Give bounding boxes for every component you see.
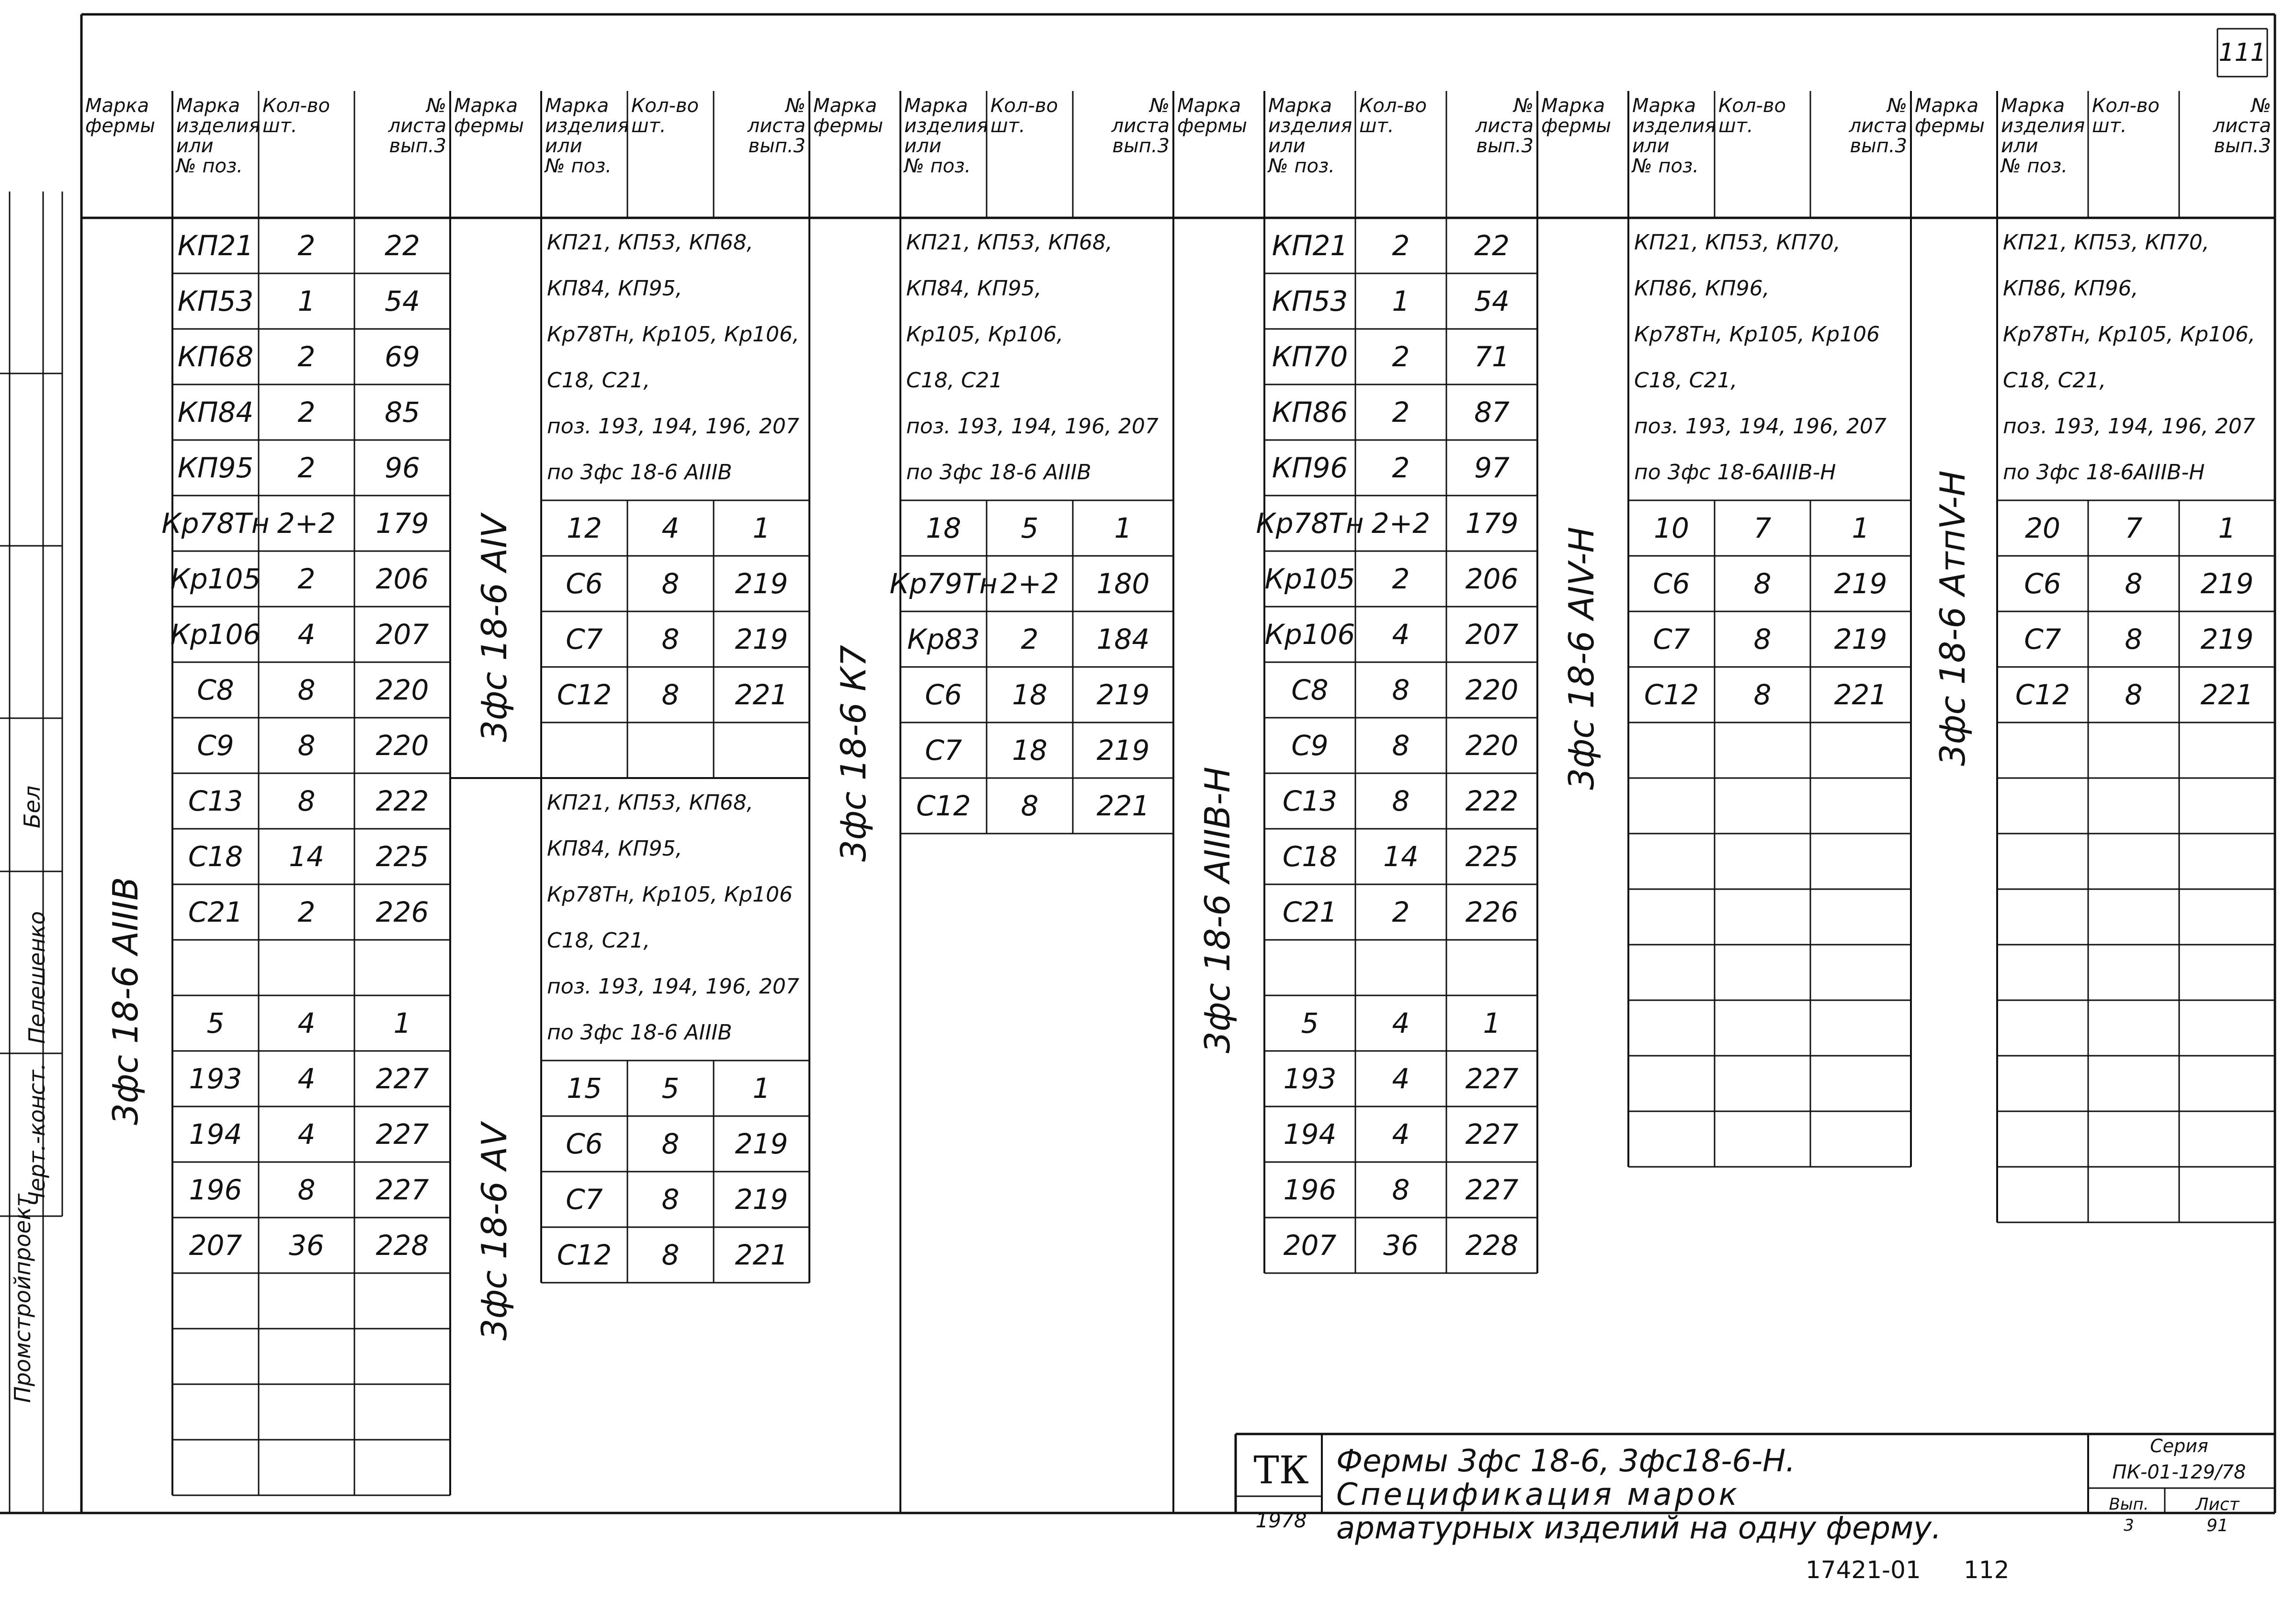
sheet-no-cell: 207: [1465, 618, 1519, 651]
qty-cell: 8: [1753, 623, 1772, 655]
column-header: Марка изделия или № поз.: [2001, 95, 2085, 177]
sheet-no-cell: 221: [1096, 790, 1150, 822]
qty-cell: 2: [1392, 229, 1410, 262]
sheet-no-cell: 219: [2200, 567, 2254, 600]
sheet-no-cell: [1446, 940, 1537, 995]
item-mark-cell: КП96: [1272, 452, 1348, 484]
truss-mark-label: 3фс 18-6 АV: [474, 1123, 514, 1341]
truss-mark-label: 3фс 18-6 АIV-Н: [1561, 527, 1602, 790]
qty-cell: 7: [1753, 512, 1772, 544]
item-mark-cell: [172, 1440, 259, 1495]
item-mark-cell: 194: [1283, 1118, 1337, 1151]
item-mark-cell: С21: [1282, 896, 1338, 928]
spec-block: КП21, КП53, КП68, КП84, КП95, Кр78Тн, Кр105, Кр106 С18, С21, поз. 193, 194, 196, 207 по 3фс 18-6 АIIIВ: [547, 790, 799, 1045]
qty-cell: 8: [297, 1174, 316, 1206]
qty-cell: [259, 1440, 354, 1495]
column-header: Кол-во шт.: [1718, 95, 1786, 137]
qty-cell: 8: [661, 623, 680, 655]
qty-cell: 8: [2125, 623, 2143, 655]
item-mark-cell: С6: [566, 567, 603, 600]
side-signature: Бел: [19, 785, 45, 828]
sheet-no-cell: 179: [1465, 507, 1519, 540]
item-mark-cell: 10: [1654, 512, 1689, 544]
sheet-no-cell: 1: [1114, 512, 1132, 544]
sheet-no-cell: 1: [752, 1072, 771, 1105]
spec-block: КП21, КП53, КП70, КП86, КП96, Кр78Тн, Кр105, Кр106 С18, С21, поз. 193, 194, 196, 207 по 3фс 18-6АIIIВ-Н: [1634, 230, 1887, 485]
item-mark-cell: [172, 1273, 259, 1329]
issue-value: 3: [2124, 1516, 2134, 1535]
qty-cell: 4: [1392, 618, 1410, 651]
item-mark-cell: С12: [557, 1239, 612, 1271]
qty-cell: 8: [1392, 1174, 1410, 1206]
sheet-no-cell: 207: [375, 618, 429, 651]
sheet-no-cell: 219: [735, 567, 788, 600]
item-mark-cell: 207: [189, 1229, 242, 1262]
item-mark-cell: С6: [925, 678, 962, 711]
qty-cell: 8: [1392, 674, 1410, 706]
column-header: Марка фермы: [1541, 95, 1611, 137]
item-mark-cell: С12: [2015, 678, 2070, 711]
qty-cell: 8: [661, 678, 680, 711]
qty-cell: 8: [297, 785, 316, 817]
item-mark-cell: С9: [197, 729, 234, 762]
qty-cell: [259, 940, 354, 995]
qty-cell: [259, 1384, 354, 1440]
qty-cell: 8: [1392, 785, 1410, 817]
sheet-no-cell: 227: [1465, 1118, 1519, 1151]
column-header: Марка фермы: [454, 95, 524, 137]
item-mark-cell: КП53: [177, 285, 254, 317]
sheet-no-cell: 228: [1465, 1229, 1519, 1262]
sheet-no-cell: 71: [1474, 340, 1510, 373]
qty-cell: 8: [1021, 790, 1039, 822]
sheet-no-cell: 219: [1834, 567, 1887, 600]
qty-cell: 2: [297, 452, 316, 484]
qty-cell: 4: [1392, 1118, 1410, 1151]
item-mark-cell: С7: [1653, 623, 1690, 655]
sheet-no-cell: 220: [1465, 674, 1519, 706]
column-header: Марка изделия или № поз.: [904, 95, 989, 177]
sheet-no-cell: 54: [1474, 285, 1510, 317]
qty-cell: 18: [1012, 678, 1047, 711]
column-header: № листа вып.3: [2213, 95, 2271, 157]
column-header: № листа вып.3: [388, 95, 446, 157]
column-header: Марка фермы: [813, 95, 883, 137]
item-mark-cell: С7: [566, 1183, 603, 1216]
item-mark-cell: С8: [1291, 674, 1329, 706]
footer-doc-number: 17421-01: [1806, 1556, 1921, 1584]
qty-cell: 4: [1392, 1062, 1410, 1095]
item-mark-cell: 193: [189, 1062, 242, 1095]
qty-cell: 8: [297, 674, 316, 706]
item-mark-cell: 196: [1283, 1174, 1337, 1206]
qty-cell: 2+2: [277, 507, 336, 540]
item-mark-cell: 194: [189, 1118, 242, 1151]
column-header: Марка изделия или № поз.: [1268, 95, 1353, 177]
item-mark-cell: С6: [566, 1128, 603, 1160]
sheet-no-cell: 69: [385, 340, 420, 373]
item-mark-cell: С9: [1291, 729, 1329, 762]
sheet-no-cell: 22: [385, 229, 420, 262]
sheet-no-cell: 228: [375, 1229, 429, 1262]
sheet-no-cell: 206: [1465, 563, 1519, 595]
truss-mark-label: 3фс 18-6 АтпV-Н: [1932, 470, 1973, 766]
column-header: № листа вып.3: [1849, 95, 1907, 157]
item-mark-cell: 196: [189, 1174, 242, 1206]
sheet-no-cell: 227: [375, 1062, 429, 1095]
item-mark-cell: [172, 1384, 259, 1440]
qty-cell: 2: [297, 896, 316, 928]
column-header: Кол-во шт.: [1359, 95, 1427, 137]
item-mark-cell: КП95: [177, 452, 254, 484]
qty-cell: 2: [1392, 452, 1410, 484]
qty-cell: 4: [297, 1007, 316, 1039]
item-mark-cell: КП84: [177, 396, 254, 429]
qty-cell: 7: [2125, 512, 2143, 544]
qty-cell: [1355, 940, 1446, 995]
qty-cell: 2: [297, 229, 316, 262]
column-header: № листа вып.3: [747, 95, 806, 157]
item-mark-cell: 5: [1301, 1007, 1319, 1039]
sheet-value: 91: [2206, 1515, 2228, 1535]
series-value: ПК-01-129/78: [2112, 1461, 2246, 1483]
column-header: Марка изделия или № поз.: [1632, 95, 1716, 177]
sheet-no-cell: 96: [385, 452, 420, 484]
series-label: Серия: [2150, 1435, 2208, 1456]
item-mark-cell: 15: [567, 1072, 602, 1105]
sheet-no-cell: 227: [1465, 1062, 1519, 1095]
title-line1: Фермы 3фс 18-6, 3фс18-6-Н.: [1336, 1444, 1796, 1479]
item-mark-cell: С7: [2024, 623, 2061, 655]
item-mark-cell: КП21: [177, 229, 254, 262]
qty-cell: 2: [1392, 340, 1410, 373]
qty-cell: 2+2: [1371, 507, 1431, 540]
sheet-no-cell: 54: [385, 285, 420, 317]
sheet-no-cell: 227: [1465, 1174, 1519, 1206]
sheet-no-cell: [354, 1384, 450, 1440]
qty-cell: 8: [1392, 729, 1410, 762]
item-mark-cell: КП53: [1272, 285, 1348, 317]
qty-cell: 4: [297, 1118, 316, 1151]
sheet-no-cell: 180: [1096, 567, 1150, 600]
truss-mark-label: 3фс 18-6 АIIIВ: [105, 877, 146, 1125]
sheet-no-cell: [354, 940, 450, 995]
sheet-no-cell: 1: [393, 1007, 411, 1039]
qty-cell: 2: [297, 340, 316, 373]
sheet-no-cell: 226: [1465, 896, 1519, 928]
item-mark-cell: С12: [1644, 678, 1699, 711]
sheet-no-cell: [354, 1440, 450, 1495]
qty-cell: [259, 1273, 354, 1329]
qty-cell: 36: [1383, 1229, 1419, 1262]
item-mark-cell: КП70: [1272, 340, 1348, 373]
truss-mark-label: 3фс 18-6 АIIIВ-Н: [1197, 767, 1238, 1053]
qty-cell: 1: [1392, 285, 1410, 317]
qty-cell: 4: [661, 512, 680, 544]
sheet-no-cell: 1: [1852, 512, 1870, 544]
qty-cell: [259, 1329, 354, 1384]
title-logo: ТК: [1253, 1447, 1309, 1492]
item-mark-cell: С12: [916, 790, 971, 822]
title-line2: Спецификация марок: [1336, 1477, 1740, 1513]
sheet-no-cell: 1: [752, 512, 771, 544]
qty-cell: 4: [297, 1062, 316, 1095]
item-mark-cell: Кр106: [1264, 618, 1355, 651]
sheet-no-cell: 219: [735, 1183, 788, 1216]
sheet-no-cell: 222: [1465, 785, 1519, 817]
footer-page-number: 112: [1964, 1556, 2010, 1584]
sheet-no-cell: [354, 1329, 450, 1384]
column-header: Марка фермы: [1177, 95, 1247, 137]
qty-cell: 2: [297, 396, 316, 429]
item-mark-cell: 193: [1283, 1062, 1337, 1095]
qty-cell: 4: [1392, 1007, 1410, 1039]
item-mark-cell: С7: [925, 734, 962, 767]
item-mark-cell: Кр78Тн: [161, 507, 270, 540]
item-mark-cell: Кр105: [1264, 563, 1355, 595]
item-mark-cell: С6: [1653, 567, 1690, 600]
qty-cell: 8: [297, 729, 316, 762]
title-line3: арматурных изделий на одну ферму.: [1336, 1511, 1942, 1546]
qty-cell: 8: [661, 567, 680, 600]
qty-cell: 2: [1392, 896, 1410, 928]
item-mark-cell: С18: [188, 840, 243, 873]
qty-cell: 5: [661, 1072, 680, 1105]
item-mark-cell: 5: [206, 1007, 225, 1039]
title-year: 1978: [1255, 1508, 1307, 1532]
qty-cell: 8: [661, 1183, 680, 1216]
item-mark-cell: С6: [2024, 567, 2061, 600]
sheet-no-cell: 219: [1096, 678, 1150, 711]
side-org: Промстройпроект: [10, 1194, 35, 1403]
item-mark-cell: С13: [1282, 785, 1338, 817]
truss-mark-label: 3фс 18-6 К7: [833, 644, 874, 862]
sheet-no-cell: 206: [375, 563, 429, 595]
sheet-no-cell: 85: [385, 396, 420, 429]
sheet-no-cell: [354, 1273, 450, 1329]
sheet-no-cell: 1: [2218, 512, 2236, 544]
item-mark-cell: Кр105: [170, 563, 261, 595]
sheet-no-cell: 227: [375, 1118, 429, 1151]
qty-cell: 36: [289, 1229, 324, 1262]
qty-cell: 14: [1383, 840, 1419, 873]
item-mark-cell: КП21: [1272, 229, 1348, 262]
sheet-no-cell: 225: [1465, 840, 1519, 873]
qty-cell: [627, 722, 714, 778]
item-mark-cell: С8: [197, 674, 234, 706]
item-mark-cell: С7: [566, 623, 603, 655]
column-header: Марка изделия или № поз.: [176, 95, 261, 177]
item-mark-cell: С13: [188, 785, 243, 817]
qty-cell: 8: [2125, 567, 2143, 600]
item-mark-cell: КП68: [177, 340, 254, 373]
sheet-no-cell: 222: [375, 785, 429, 817]
qty-cell: 8: [1753, 678, 1772, 711]
item-mark-cell: Кр78Тн: [1256, 507, 1364, 540]
truss-mark-label: 3фс 18-6 АIV: [474, 514, 514, 742]
column-header: Кол-во шт.: [262, 95, 330, 137]
side-role: Черт.-конст.: [24, 1063, 50, 1207]
item-mark-cell: С12: [557, 678, 612, 711]
column-header: Марка фермы: [1915, 95, 1985, 137]
item-mark-cell: [172, 940, 259, 995]
qty-cell: 5: [1021, 512, 1039, 544]
sheet-no-cell: 221: [1834, 678, 1887, 711]
sheet-no-cell: 219: [735, 623, 788, 655]
column-header: Марка фермы: [85, 95, 155, 137]
qty-cell: 2: [297, 563, 316, 595]
sheet-no-cell: 220: [1465, 729, 1519, 762]
sheet-no-cell: 179: [375, 507, 429, 540]
sheet-no-cell: 219: [735, 1128, 788, 1160]
item-mark-cell: 12: [567, 512, 602, 544]
column-header: № листа вып.3: [1475, 95, 1534, 157]
sheet-no-cell: 221: [2200, 678, 2254, 711]
column-header: № листа вып.3: [1111, 95, 1170, 157]
item-mark-cell: [172, 1329, 259, 1384]
qty-cell: 18: [1012, 734, 1047, 767]
sheet-no-cell: 97: [1474, 452, 1510, 484]
item-mark-cell: С18: [1282, 840, 1338, 873]
spec-block: КП21, КП53, КП70, КП86, КП96, Кр78Тн, Кр105, Кр106, С18, С21, поз. 193, 194, 196, 207 по 3фс 18-6АIIIВ-Н: [2003, 230, 2256, 485]
side-name: Пелешенко: [24, 911, 50, 1044]
sheet-no-cell: 226: [375, 896, 429, 928]
item-mark-cell: 18: [926, 512, 961, 544]
sheet-no-cell: 227: [375, 1174, 429, 1206]
sheet-no-cell: 1: [1483, 1007, 1501, 1039]
sheet-no-cell: [714, 722, 809, 778]
spec-block: КП21, КП53, КП68, КП84, КП95, Кр105, Кр106, С18, С21 поз. 193, 194, 196, 207 по 3фс 18-6 АIIIВ: [906, 230, 1159, 485]
item-mark-cell: Кр106: [170, 618, 261, 651]
spec-block: КП21, КП53, КП68, КП84, КП95, Кр78Тн, Кр105, Кр106, С18, С21, поз. 193, 194, 196, 207 по 3фс 18-6 АIIIВ: [547, 230, 800, 485]
issue-label: Вып.: [2109, 1495, 2149, 1514]
column-header: Кол-во шт.: [2092, 95, 2160, 137]
sheet-no-cell: 221: [735, 1239, 788, 1271]
item-mark-cell: С21: [188, 896, 243, 928]
sheet-no-cell: 219: [1096, 734, 1150, 767]
item-mark-cell: 20: [2025, 512, 2060, 544]
sheet-no-cell: 219: [1834, 623, 1887, 655]
sheet-no-cell: 221: [735, 678, 788, 711]
sheet-no-cell: 220: [375, 674, 429, 706]
sheet-no-cell: 184: [1096, 623, 1150, 655]
sheet-no-cell: 22: [1474, 229, 1510, 262]
qty-cell: 4: [297, 618, 316, 651]
qty-cell: 8: [661, 1239, 680, 1271]
sheet-number: 111: [2218, 38, 2266, 67]
qty-cell: 2: [1392, 563, 1410, 595]
item-mark-cell: Кр83: [907, 623, 980, 655]
qty-cell: 8: [1753, 567, 1772, 600]
item-mark-cell: [541, 722, 627, 778]
item-mark-cell: Кр79Тн: [889, 567, 998, 600]
item-mark-cell: [1264, 940, 1355, 995]
qty-cell: 8: [661, 1128, 680, 1160]
qty-cell: 2: [1392, 396, 1410, 429]
sheet-no-cell: 87: [1474, 396, 1510, 429]
qty-cell: 14: [289, 840, 324, 873]
sheet-no-cell: 225: [375, 840, 429, 873]
column-header: Кол-во шт.: [631, 95, 699, 137]
qty-cell: 2: [1021, 623, 1039, 655]
qty-cell: 8: [2125, 678, 2143, 711]
qty-cell: 2+2: [1000, 567, 1059, 600]
qty-cell: 1: [297, 285, 316, 317]
column-header: Кол-во шт.: [990, 95, 1058, 137]
sheet-no-cell: 219: [2200, 623, 2254, 655]
sheet-label: Лист: [2195, 1494, 2239, 1514]
column-header: Марка изделия или № поз.: [545, 95, 629, 177]
sheet-no-cell: 220: [375, 729, 429, 762]
item-mark-cell: 207: [1283, 1229, 1337, 1262]
item-mark-cell: КП86: [1272, 396, 1348, 429]
